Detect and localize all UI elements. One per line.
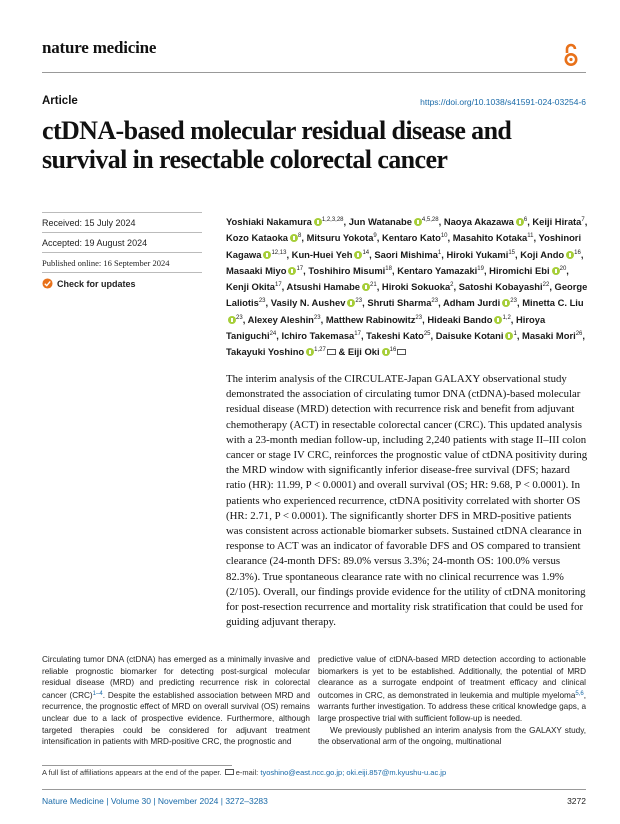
affiliation-number: 1,2 xyxy=(502,314,511,321)
orcid-icon[interactable] xyxy=(354,251,362,259)
orcid-icon[interactable] xyxy=(382,348,390,356)
affiliation-number: 1 xyxy=(513,331,517,338)
author-name[interactable]: Masahito Kotaka xyxy=(452,232,528,244)
author-name[interactable]: Yoshiaki Nakamura xyxy=(226,216,312,227)
author-name[interactable]: Satoshi Kobayashi xyxy=(458,281,543,293)
author-name[interactable]: Hiroki Yukami xyxy=(446,248,509,260)
orcid-icon[interactable] xyxy=(290,234,298,242)
author-name[interactable]: Hiroya Taniguchi xyxy=(226,313,546,342)
orcid-icon[interactable] xyxy=(263,251,271,259)
citation-link[interactable]: 5,6 xyxy=(575,690,584,697)
email-icon xyxy=(225,769,234,775)
author-name[interactable]: Shruti Sharma xyxy=(367,297,432,309)
author-list: Yoshiaki Nakamura $^{1,2,3,28}$, Jun Watanabe $^{4,5,28}$, Naoya Akazawa $^6$, Keiji Hirata$^7$, Kozo Kataoka $^8$, Mitsuru Yokota$^9$, Kentaro Kato$^{10}$, Masahito Kotaka$^{11}$, Yoshinori Kagawa $^{12,13}$, Kun-Huei Yeh $^{14}$, Saori Mishima$^1$, Hiroki Yukami$^{15}$, Koji Ando $^{16}$, Masaaki Miyo $^{17}$, Toshihiro Misumi$^{18}$, Kentaro Yamazaki$^{19}$, Hiromichi Ebi $^{20}$, Kenji Okita$^{17}$, Atsushi Hamabe $^{21}$, Hiroki Sokuoka$^2$, Satoshi Kobayashi$^{22}$, George Laliotis$^{23}$, Vasily N. Aushev $^{23}$, Shruti Sharma$^{23}$, Adham Jurdi $^{23}$, Minetta C. Liu$^{23}$, Alexey Aleshin$^{23}$, Matthew Rabinowitz$^{23}$, Hideaki Bando $^{1,2}$, Hiroya Taniguchi$^{24}$, Ichiro Takemasa$^{17}$, Takeshi Kato$^{25}$, Daisuke Kotani $^1$, Masaki Mori$^{26}$, Takayuki Yoshino $^{1,27}$ & Eiji Oki $^{16}$ xyxy=(226,216,588,358)
body-column-right xyxy=(318,654,586,748)
affiliation-number: 23 xyxy=(415,314,423,321)
affiliation-number: 10 xyxy=(440,233,448,240)
author-name[interactable]: Jun Watanabe xyxy=(348,216,412,227)
body-text: , warrants further investigation. To address these critical knowledge gaps, a large prospective trial with sufficient follow-up is needed. xyxy=(318,690,586,723)
orcid-icon[interactable] xyxy=(414,218,422,226)
author-name[interactable]: George Laliotis xyxy=(226,281,588,309)
article-title: ctDNA-based molecular residual disease and survival in resectable colorectal cancer xyxy=(42,116,512,174)
affiliation-number: 16 xyxy=(389,347,397,354)
check-for-updates-button[interactable] xyxy=(42,278,136,289)
check-updates-icon xyxy=(42,278,53,289)
author-name[interactable]: Toshihiro Misumi xyxy=(308,264,386,276)
orcid-icon[interactable] xyxy=(306,348,314,356)
affiliation-number: 24 xyxy=(269,331,277,338)
author-name[interactable]: Kentaro Yamazaki xyxy=(397,264,478,276)
author-name[interactable]: Ichiro Takemasa xyxy=(281,330,355,342)
author-name[interactable]: Naoya Akazawa xyxy=(443,216,514,227)
affiliation-number: 23 xyxy=(355,298,363,305)
affiliation-number: 1,27 xyxy=(314,347,326,354)
affiliation-number: 19 xyxy=(477,265,484,272)
affiliation-number: 4,5,28 xyxy=(421,217,439,223)
author-name[interactable]: Yoshinori Kagawa xyxy=(226,232,582,260)
header-divider xyxy=(42,72,586,73)
body-text: Circulating tumor DNA (ctDNA) has emerged as a minimally invasive and reliable prognostic biomarker for detecting post-surgical molecular residual disease (MRD) and predicting recurrence risk in colorectal cancer (CRC) xyxy=(42,655,310,700)
affiliation-number: 17 xyxy=(296,265,304,272)
body-text: predictive value of ctDNA-based MRD detection according to actionable biomarkers is yet to be established. Additionally, the potential of MRD clearance as a surrogate endpoint of treatment efficacy and clinical outcomes in CRC, as demonstrated in leukemia and multiple myeloma xyxy=(318,655,586,700)
affiliation-number: 21 xyxy=(370,282,377,289)
affiliation-number: 22 xyxy=(542,282,550,289)
affiliation-number: 23 xyxy=(313,314,321,321)
affiliation-number: 1,2,3,28 xyxy=(321,217,344,223)
journal-citation-link[interactable]: Nature Medicine | Volume 30 | November 2024 | 3272–3283 xyxy=(42,796,268,806)
author-name[interactable]: Saori Mishima xyxy=(374,248,438,260)
affiliation-number: 17 xyxy=(354,331,361,338)
affiliation-number: 6 xyxy=(523,217,528,223)
orcid-icon[interactable] xyxy=(228,316,236,324)
accepted-date: Accepted: 19 August 2024 xyxy=(42,238,148,248)
abstract: The interim analysis of the CIRCULATE-Japan GALAXY observational study demonstrated the association of circulating tumor DNA (ctDNA)-based molecular residual disease (MRD) detection with recurrence risk and benefit from adjuvant chemotherapy (ACT) in resectable colorectal cancer (CRC). This updated analysis with a 23-month median follow-up, including 2,240 patients with stage II–III colon cancer or stage IV CRC, reinforces the prognostic value of ctDNA positivity during the MRD window with significantly inferior disease-free survival (DFS; hazard ratio (HR): 11.99, P < 0.0001) and overall survival (OS; HR: 9.68, P < 0.0001). In patients who experienced recurrence, ctDNA positivity correlated with shorter OS (HR: 2.71, P < 0.0001). The significantly shorter DFS in MRD-positive patients was consistent across actionable biomarker subsets. Sustained ctDNA clearance in response to ACT was an indicator of favorable DFS and OS compared to transient clearance (24-month DFS: 89.0% versus 3.3%; 24-month OS: 100.0% versus 82.3%). True spontaneous clearance rate with no clinical recurrence was 1.9% (2/105). Overall, our findings provide evidence for the utility of ctDNA monitoring for post-resection recurrence and mortality risk stratification that could be used for guiding adjuvant therapy. xyxy=(226,373,588,629)
orcid-icon[interactable] xyxy=(566,251,574,259)
affiliation-number: 23 xyxy=(431,298,439,305)
affiliation-number: 14 xyxy=(362,249,370,256)
affiliation-number: 20 xyxy=(559,265,567,272)
email-label: e-mail: xyxy=(235,768,259,777)
body-text: . Despite the established association between MRD and recurrence, the prognostic effect of MRD on overall survival (OS) remains unclear due to a lack of prospective evidence. Furthermore, although targeted therapies could be considered for adjuvant treatment intensification in patients with MRD-positive CRC, the prognostic and xyxy=(42,690,310,747)
body-text: We previously published an interim analysis from the GALAXY study, the observational arm of the ongoing, multinational xyxy=(318,725,586,747)
affiliation-number: 8 xyxy=(298,233,302,240)
author-name[interactable]: Matthew Rabinowitz xyxy=(325,313,416,325)
footnote xyxy=(42,768,446,777)
author-name[interactable]: Takeshi Kato xyxy=(366,330,424,342)
affiliation-number: 23 xyxy=(258,298,266,305)
author-name[interactable]: Hideaki Bando xyxy=(427,313,493,325)
affiliation-number: 11 xyxy=(527,233,534,240)
author-name[interactable]: Kozo Kataoka xyxy=(226,232,288,244)
author-name[interactable]: Eiji Oki xyxy=(347,346,380,358)
check-updates-label: Check for updates xyxy=(57,278,136,289)
received-date: Received: 15 July 2024 xyxy=(42,218,136,228)
author-name[interactable]: Daisuke Kotani xyxy=(435,330,504,342)
author-name[interactable]: Adham Jurdi xyxy=(442,297,501,309)
author-name[interactable]: Masaaki Miyo xyxy=(226,264,287,276)
author-name[interactable]: Minetta C. Liu xyxy=(522,297,584,309)
author-name[interactable]: Kenji Okita xyxy=(226,281,275,293)
affiliation-number: 16 xyxy=(574,249,581,256)
orcid-icon[interactable] xyxy=(502,299,510,307)
citation-link[interactable]: 1–4 xyxy=(92,690,103,697)
author-name[interactable]: Atsushi Hamabe xyxy=(286,281,361,293)
meta-divider xyxy=(42,212,202,213)
author-name[interactable]: Masaki Mori xyxy=(522,330,576,342)
article-type: Article xyxy=(42,95,78,107)
author-name[interactable]: Vasily N. Aushev xyxy=(270,297,346,309)
author-name[interactable]: Keiji Hirata xyxy=(532,216,582,227)
orcid-icon[interactable] xyxy=(362,283,370,291)
orcid-icon[interactable] xyxy=(552,267,560,275)
orcid-icon[interactable] xyxy=(288,267,296,275)
author-name[interactable]: Kentaro Kato xyxy=(381,232,441,244)
author-name[interactable]: Mitsuru Yokota xyxy=(306,232,374,244)
email-links[interactable]: tyoshino@east.ncc.go.jp; oki.eiji.857@m.kyushu-u.ac.jp xyxy=(260,768,447,777)
author-name[interactable]: Kun-Huei Yeh xyxy=(291,248,353,260)
affiliation-number: 15 xyxy=(508,249,516,256)
published-date: Published online: 16 September 2024 xyxy=(42,258,170,268)
email-icon[interactable] xyxy=(397,349,406,355)
affiliation-number: 12,13 xyxy=(271,249,287,256)
email-icon[interactable] xyxy=(327,349,336,355)
affiliation-number: 18 xyxy=(385,265,392,272)
page-number: 3272 xyxy=(567,796,586,806)
orcid-icon[interactable] xyxy=(516,218,524,226)
doi-link[interactable]: https://doi.org/10.1038/s41591-024-03254-6 xyxy=(420,97,586,107)
author-name[interactable]: Hiroki Sokuoka xyxy=(381,281,451,293)
affiliation-number: 9 xyxy=(373,233,377,240)
author-name[interactable]: Koji Ando xyxy=(520,248,565,260)
meta-divider xyxy=(42,272,202,273)
journal-name: nature medicine xyxy=(42,38,157,57)
footer-divider xyxy=(42,789,586,790)
orcid-icon[interactable] xyxy=(314,218,322,226)
meta-divider xyxy=(42,252,202,253)
meta-divider xyxy=(42,232,202,233)
affiliation-number: 2 xyxy=(450,282,454,289)
open-access-icon xyxy=(562,42,580,68)
body-column-left xyxy=(42,654,310,748)
orcid-icon[interactable] xyxy=(347,299,355,307)
affiliation-number: 1 xyxy=(437,249,442,256)
author-name[interactable]: Alexey Aleshin xyxy=(247,313,314,325)
orcid-icon[interactable] xyxy=(505,332,513,340)
footnote-divider xyxy=(42,765,232,766)
orcid-icon[interactable] xyxy=(494,316,502,324)
author-name[interactable]: Hiromichi Ebi xyxy=(489,264,550,276)
affiliation-number: 25 xyxy=(423,331,431,338)
affiliation-number: 7 xyxy=(581,217,585,223)
affiliation-number: 26 xyxy=(575,331,583,338)
affiliation-number: 23 xyxy=(236,314,243,321)
affiliations-note: A full list of affiliations appears at the end of the paper. xyxy=(42,768,222,777)
author-name[interactable]: Takayuki Yoshino xyxy=(226,346,305,358)
affiliation-number: 17 xyxy=(274,282,282,289)
affiliation-number: 23 xyxy=(510,298,517,305)
